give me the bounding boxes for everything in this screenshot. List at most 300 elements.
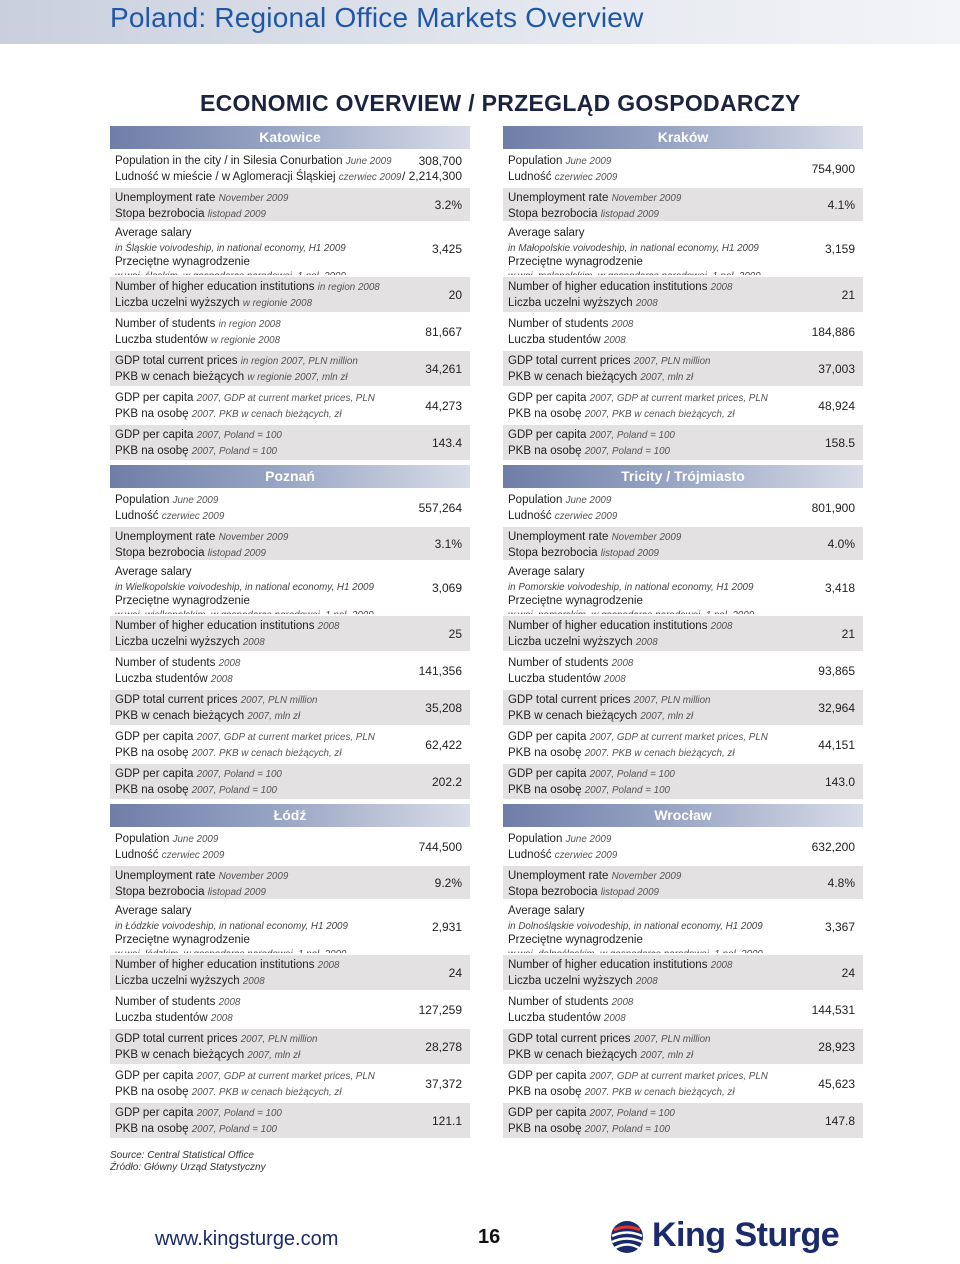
stat-label-pl [115, 635, 465, 651]
stat-row [110, 1064, 470, 1101]
label-note: 2007, Poland = 100 [584, 1123, 670, 1135]
stat-value: 158.5 [824, 435, 855, 450]
label-text: GDP total current prices [508, 694, 631, 706]
panel-poznan [110, 465, 470, 799]
label-text: GDP total current prices [508, 355, 631, 367]
stat-row [503, 386, 863, 423]
label-text: PKB na osobę [115, 407, 189, 420]
stat-value: 35,208 [425, 700, 462, 715]
panel-krakow [503, 126, 863, 460]
label-text: Luczba studentów [115, 333, 208, 346]
panel-wroclaw [503, 804, 863, 1138]
stat-row [110, 827, 470, 864]
label-note: June 2009 [172, 495, 219, 506]
stat-label-en [115, 191, 465, 207]
stat-value: 202.2 [431, 774, 462, 789]
label-note: November 2009 [611, 532, 682, 543]
stat-value: 3,418 [824, 581, 855, 595]
label-note: listopad 2009 [207, 208, 267, 220]
label-text: GDP per capita [508, 768, 587, 780]
website-link[interactable]: www.kingsturge.com [155, 1228, 339, 1250]
stat-value: 48,924 [818, 398, 855, 413]
stat-label-en [508, 154, 858, 170]
label-text: Population [508, 833, 563, 845]
label-note: 2008 [710, 621, 733, 632]
label-text: PKB na osobę [115, 1085, 189, 1098]
stat-row [503, 1027, 863, 1064]
panel-header: Kraków [503, 126, 863, 149]
label-text: Average salary [508, 227, 585, 239]
stat-row [503, 525, 863, 560]
label-text: Ludność [115, 509, 159, 522]
stat-row [110, 899, 470, 953]
stat-label-pl [508, 885, 858, 901]
stat-row [503, 149, 863, 186]
label-note: listopad 2009 [207, 886, 267, 898]
label-text: Average salary [115, 566, 192, 578]
label-note: czerwiec 2009 [554, 849, 618, 861]
label-text: Stopa bezrobocia [115, 207, 205, 220]
label-text: Number of students [508, 318, 609, 330]
stat-label-pl [508, 1122, 858, 1138]
logo-text: King Sturge [652, 1216, 840, 1254]
label-text: PKB w cenach bieżących [115, 709, 245, 722]
label-text: Number of higher education institutions [508, 281, 708, 293]
stat-label-en [115, 154, 465, 170]
label-note: 2008 [210, 1012, 233, 1024]
stat-row [503, 725, 863, 762]
label-note: November 2009 [218, 532, 289, 543]
label-note: 2007, Poland = 100 [191, 445, 277, 457]
stat-label-en [115, 767, 465, 783]
stat-label-pl [508, 974, 858, 990]
panel-header: Tricity / Trójmiasto [503, 465, 863, 488]
label-note: 2007. PKB w cenach bieżących, zł [191, 747, 342, 759]
stat-label-en [115, 226, 465, 242]
stat-value: 45,623 [818, 1076, 855, 1091]
label-note: w regionie 2008 [242, 297, 313, 309]
label-note: in region 2008 [218, 319, 281, 330]
stat-value: / 2,214,300 [401, 169, 462, 183]
stat-label-pl [115, 848, 465, 864]
stat-value: 147.8 [824, 1113, 855, 1128]
label-text: GDP per capita [115, 1107, 194, 1119]
label-text: PKB w cenach bieżących [508, 709, 638, 722]
label-text: GDP total current prices [115, 1033, 238, 1045]
label-note: 2008 [317, 621, 340, 632]
stat-value: 28,278 [425, 1039, 462, 1054]
label-subnote: in Wielkopolskie voivodeship, in national economy, H1 2009 [115, 581, 374, 593]
label-text: Average salary [508, 566, 585, 578]
stat-label-pl [115, 1011, 465, 1027]
panel-header: Katowice [110, 126, 470, 149]
label-note: 2008 [611, 319, 634, 330]
stat-row [110, 725, 470, 762]
label-text: Number of students [508, 657, 609, 669]
label-text: Average salary [115, 905, 192, 917]
stat-label-en [115, 832, 465, 848]
stat-label-pl [115, 255, 465, 271]
label-note: 2007, GDP at current market prices, PLN [589, 1071, 768, 1082]
stat-row [110, 762, 470, 799]
stat-row [110, 560, 470, 614]
label-note: in region 2007, PLN million [240, 356, 358, 367]
label-note: 2008 [611, 658, 634, 669]
label-note: 2007, PLN million [633, 1034, 711, 1045]
header-banner [0, 0, 960, 44]
label-note: June 2009 [565, 156, 612, 167]
stat-value: 3.2% [434, 197, 462, 212]
stat-label-en [115, 391, 465, 407]
stat-row [503, 864, 863, 899]
label-note: listopad 2009 [600, 886, 660, 898]
stat-label-pl [508, 635, 858, 651]
stat-label-en [508, 565, 858, 581]
stat-value: 81,667 [425, 324, 462, 339]
stat-row [503, 349, 863, 386]
label-note: November 2009 [218, 193, 289, 204]
stat-row [110, 651, 470, 688]
label-text: Przeciętne wynagrodzenie [115, 255, 250, 268]
stat-label-pl [115, 1122, 465, 1138]
label-note: 2008 [242, 636, 265, 648]
stat-value: 21 [841, 287, 855, 302]
label-text: PKB na osobę [115, 746, 189, 759]
panel-header: Łódź [110, 804, 470, 827]
stat-label-en [508, 869, 858, 885]
stat-label-en [508, 730, 858, 746]
label-note: listopad 2009 [600, 208, 660, 220]
stat-row [110, 990, 470, 1027]
label-text: PKB na osobę [508, 444, 582, 457]
label-note: 2007, mln zł [247, 1049, 301, 1061]
stat-label-pl [508, 672, 858, 688]
label-text: Ludność [508, 509, 552, 522]
label-text: PKB na osobę [115, 444, 189, 457]
label-text: Przeciętne wynagrodzenie [508, 255, 643, 268]
label-note: November 2009 [611, 871, 682, 882]
stat-value: 141,356 [418, 663, 462, 678]
stat-label-en [115, 995, 465, 1011]
label-text: GDP per capita [115, 392, 194, 404]
stat-label-en [508, 619, 858, 635]
stat-row [110, 614, 470, 651]
stat-row [110, 953, 470, 990]
label-text: GDP per capita [115, 768, 194, 780]
label-text: Ludność [508, 848, 552, 861]
label-text: GDP per capita [115, 1070, 194, 1082]
label-text: Luczba studentów [508, 333, 601, 346]
label-text: Number of students [508, 996, 609, 1008]
stat-label-en [508, 530, 858, 546]
label-text: Number of higher education institutions [115, 620, 315, 632]
label-text: Przeciętne wynagrodzenie [508, 933, 643, 946]
label-text: Population [115, 494, 170, 506]
stat-value: 121.1 [431, 1113, 462, 1128]
label-text: Liczba uczelni wyższych [115, 296, 240, 309]
label-note: listopad 2009 [207, 547, 267, 559]
label-note: in region 2008 [317, 282, 380, 293]
stat-label-pl [508, 546, 858, 562]
label-text: Przeciętne wynagrodzenie [115, 594, 250, 607]
stat-label-en [115, 317, 465, 333]
stat-label-en [115, 1106, 465, 1122]
label-note: 2007, Poland = 100 [584, 445, 670, 457]
label-note: czerwiec 2009 [161, 849, 225, 861]
stat-row [503, 651, 863, 688]
stat-label-pl [508, 933, 858, 949]
label-note: 2007, Poland = 100 [191, 784, 277, 796]
stat-value: 37,003 [818, 361, 855, 376]
stat-value: 20 [448, 287, 462, 302]
stat-label-pl [115, 594, 465, 610]
label-note: November 2009 [611, 193, 682, 204]
stat-row [503, 186, 863, 221]
stat-label-pl [115, 207, 465, 223]
label-text: Unemployment rate [508, 192, 609, 204]
label-text: Ludność [115, 848, 159, 861]
label-note: 2008 [635, 297, 658, 309]
stat-label-pl [115, 933, 465, 949]
label-text: Unemployment rate [508, 870, 609, 882]
stat-row [110, 349, 470, 386]
label-note: June 2009 [172, 834, 219, 845]
label-text: PKB na osobę [115, 1122, 189, 1135]
label-note: 2007, mln zł [247, 710, 301, 722]
stat-label-pl [115, 709, 465, 725]
stat-value: 28,923 [818, 1039, 855, 1054]
stat-row [503, 275, 863, 312]
label-note: 2007, PLN million [633, 356, 711, 367]
label-note: 2007, mln zł [640, 710, 694, 722]
label-note: czerwiec 2009 [338, 171, 402, 183]
label-note: 2008 [603, 334, 626, 346]
stat-row [110, 864, 470, 899]
panel-lodz [110, 804, 470, 1138]
stat-row [110, 688, 470, 725]
stat-value: 184,886 [811, 324, 855, 339]
label-note: 2007, Poland = 100 [196, 769, 282, 780]
stat-row [110, 149, 470, 186]
stat-label-pl [115, 672, 465, 688]
stat-label-en [508, 1069, 858, 1085]
stat-value: 93,865 [818, 663, 855, 678]
stat-label-en [115, 428, 465, 444]
stat-label-pl [508, 594, 858, 610]
stat-value: 24 [448, 965, 462, 980]
stat-label-en [115, 904, 465, 920]
stat-label-pl [508, 746, 858, 762]
label-text: Stopa bezrobocia [508, 207, 598, 220]
stat-row [110, 525, 470, 560]
label-note: 2008 [603, 1012, 626, 1024]
stat-label-en [115, 530, 465, 546]
stat-row [110, 312, 470, 349]
label-subnote: in Dolnośląskie voivodeship, in national economy, H1 2009 [508, 920, 763, 932]
stat-row [503, 762, 863, 799]
stat-row [503, 312, 863, 349]
stat-value: 127,259 [418, 1002, 462, 1017]
stat-value: 754,900 [811, 161, 855, 176]
stat-label-pl [115, 1048, 465, 1064]
label-note: 2008 [218, 658, 241, 669]
label-text: Number of students [115, 657, 216, 669]
stat-label-en [115, 493, 465, 509]
label-text: GDP per capita [508, 1107, 587, 1119]
stat-label-pl [508, 170, 858, 186]
stat-label-pl [115, 783, 465, 799]
label-text: PKB na osobę [508, 1122, 582, 1135]
label-note: czerwiec 2009 [554, 510, 618, 522]
page-header-title: Poland: Regional Office Markets Overview [110, 2, 644, 33]
label-note: 2008 [611, 997, 634, 1008]
label-note: June 2009 [565, 834, 612, 845]
label-text: Number of students [115, 996, 216, 1008]
stat-label-pl [115, 296, 465, 312]
stat-value: 24 [841, 965, 855, 980]
stat-row [503, 688, 863, 725]
label-note: 2008 [603, 673, 626, 685]
stat-label-pl [115, 1085, 465, 1101]
panel-header: Poznań [110, 465, 470, 488]
stat-row [110, 275, 470, 312]
stat-label-en [115, 565, 465, 581]
stat-label-pl [115, 509, 465, 525]
stat-label-pl [115, 444, 465, 460]
stat-value: 4.1% [827, 197, 855, 212]
label-text: PKB w cenach bieżących [115, 370, 245, 383]
stat-label-en [115, 656, 465, 672]
stat-row [110, 186, 470, 221]
stat-label-pl [115, 885, 465, 901]
stat-label-en [508, 832, 858, 848]
stat-value: 632,200 [811, 839, 855, 854]
stat-label-en [508, 1106, 858, 1122]
label-text: Number of higher education institutions [508, 959, 708, 971]
label-text: PKB w cenach bieżących [115, 1048, 245, 1061]
stat-label-pl [508, 1048, 858, 1064]
stat-label-en [508, 693, 858, 709]
label-text: Ludność [508, 170, 552, 183]
stat-value: 21 [841, 626, 855, 641]
stat-label-en [115, 958, 465, 974]
stat-value: 62,422 [425, 737, 462, 752]
king-sturge-logo [610, 1218, 840, 1262]
label-note: 2007, Poland = 100 [584, 784, 670, 796]
stat-value: 143.4 [431, 435, 462, 450]
label-text: Stopa bezrobocia [508, 546, 598, 559]
stat-value: 3,425 [431, 242, 462, 256]
stat-row [503, 827, 863, 864]
label-subnote: in Łódzkie voivodeship, in national economy, H1 2009 [115, 920, 348, 932]
label-note: czerwiec 2009 [554, 171, 618, 183]
stat-row [503, 990, 863, 1027]
label-text: Przeciętne wynagrodzenie [508, 594, 643, 607]
label-subnote: in Śląskie voivodeship, in national economy, H1 2009 [115, 242, 346, 254]
stat-label-en [508, 226, 858, 242]
label-note: 2007. PKB w cenach bieżących, zł [191, 408, 342, 420]
stat-value: 801,900 [811, 500, 855, 515]
stat-row [503, 614, 863, 651]
label-text: Luczba studentów [508, 1011, 601, 1024]
label-text: Liczba uczelni wyższych [508, 296, 633, 309]
stat-row [503, 488, 863, 525]
stat-label-en [115, 619, 465, 635]
label-text: Population in the city / in Silesia Conurbation [115, 155, 343, 167]
stat-value: 308,700 [418, 154, 462, 168]
label-text: PKB na osobę [508, 407, 582, 420]
label-text: PKB na osobę [115, 783, 189, 796]
label-subnote: in Pomorskie voivodeship, in national economy, H1 2009 [508, 581, 754, 593]
label-text: Unemployment rate [115, 870, 216, 882]
label-note: 2007, mln zł [640, 371, 694, 383]
label-note: w regionie 2007, mln zł [247, 371, 348, 383]
stat-label-pl [508, 370, 858, 386]
stat-value: 4.0% [827, 536, 855, 551]
stat-label-en [508, 428, 858, 444]
stat-label-en [115, 730, 465, 746]
label-note: June 2009 [345, 156, 392, 167]
stat-label-en [508, 767, 858, 783]
panel-header: Wrocław [503, 804, 863, 827]
stat-value: 37,372 [425, 1076, 462, 1091]
stat-label-pl [508, 1011, 858, 1027]
label-text: PKB w cenach bieżących [508, 1048, 638, 1061]
label-text: GDP per capita [508, 429, 587, 441]
label-note: 2007. PKB w cenach bieżących, zł [584, 747, 735, 759]
label-text: Liczba uczelni wyższych [115, 635, 240, 648]
stat-label-pl [115, 333, 465, 349]
stat-value: 3,069 [431, 581, 462, 595]
label-text: GDP per capita [115, 731, 194, 743]
stat-row [110, 488, 470, 525]
label-text: Unemployment rate [115, 192, 216, 204]
label-text: Luczba studentów [115, 672, 208, 685]
label-text: Luczba studentów [508, 672, 601, 685]
stat-value: 557,264 [418, 500, 462, 515]
stat-value: 143.0 [824, 774, 855, 789]
stat-label-pl [508, 333, 858, 349]
stat-label-en [115, 354, 465, 370]
label-note: 2008 [710, 282, 733, 293]
stat-label-en [115, 1032, 465, 1048]
stat-label-pl [115, 407, 465, 423]
label-text: Number of higher education institutions [115, 959, 315, 971]
label-note: 2007, PLN million [240, 695, 318, 706]
page-number: 16 [478, 1226, 501, 1248]
label-note: 2007, PLN million [240, 1034, 318, 1045]
panel-katowice [110, 126, 470, 460]
stat-label-en [508, 656, 858, 672]
stat-label-pl [508, 407, 858, 423]
stat-value: 3,159 [824, 242, 855, 256]
stat-value: 3,367 [824, 920, 855, 934]
label-text: Stopa bezrobocia [508, 885, 598, 898]
label-text: Liczba uczelni wyższych [508, 635, 633, 648]
label-text: Liczba uczelni wyższych [115, 974, 240, 987]
stat-row [503, 953, 863, 990]
label-note: 2007, Poland = 100 [589, 769, 675, 780]
label-text: GDP per capita [508, 731, 587, 743]
label-note: 2007, GDP at current market prices, PLN [196, 393, 375, 404]
label-note: 2007, Poland = 100 [191, 1123, 277, 1135]
stat-row [110, 1101, 470, 1138]
stat-label-en [115, 1069, 465, 1085]
label-note: 2007, GDP at current market prices, PLN [589, 732, 768, 743]
label-text: Population [115, 833, 170, 845]
label-note: 2007. PKB w cenach bieżących, zł [584, 1086, 735, 1098]
stat-row [503, 423, 863, 460]
